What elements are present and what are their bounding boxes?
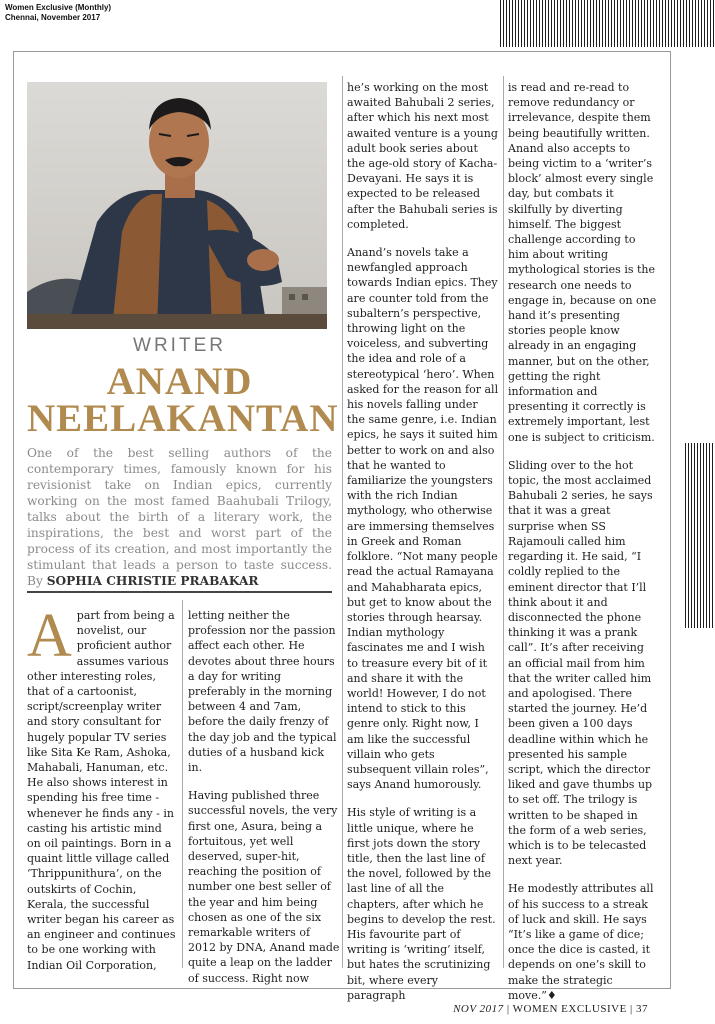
intro-divider [27, 591, 332, 593]
decorative-stripes-side [685, 443, 715, 628]
body-paragraph: letting neither the profession nor the passion affect each other. He devotes about three hours a day for writing preferably in the morning between 4 and 7am, before the daily frenzy of the day job and the typical duties of a husband kick in. [188, 609, 337, 775]
publication-name: Women Exclusive (Monthly) [5, 3, 112, 12]
article-intro [27, 445, 332, 589]
byline: SOPHIA CHRISTIE PRABAKAR [46, 574, 259, 588]
body-paragraph [27, 602, 177, 973]
author-photo [27, 82, 327, 329]
body-column-2 [188, 608, 340, 999]
footer-separator: | [630, 1003, 633, 1015]
column-divider [182, 600, 183, 968]
footer-section: WOMEN EXCLUSIVE [512, 1003, 627, 1015]
body-paragraph: Anand’s novels take a newfangled approach towards Indian epics. They are counter told from the subaltern’s perspective, throwing light on the voiceless, and subverting the idea and role of a stereotypical ‘hero’. When asked for the reason for all his novels falling under the same genre, i.e. Indian epics, he says it suited him better to work on and also that he wanted to familiarize the youngsters with the rich Indian mythology, who otherwise are immersing themselves in Greek and Roman folklore. “Not many people read the actual Ramayana and Mahabharata epics, but get to know about the stories through hearsay. Indian mythology fascinates me and I wish to treasure every bit of it and share it with the world! However, I do not intend to stick to this genre only. Right now, I am like the successful villain who gets subsequent villain roles”, says Anand humorously. [347, 246, 499, 792]
body-column-3 [347, 80, 499, 1016]
title-first-name: ANAND [106, 360, 253, 403]
decorative-stripes-top [500, 0, 715, 47]
body-paragraph: He modestly attributes all of his success to a streak of luck and skill. He says “It’s like a game of dice; once the dice is casted, it depends on one’s skill to make the strategic move.”♦ [508, 882, 654, 1002]
footer-separator: | [506, 1003, 510, 1015]
body-paragraph: is read and re-read to remove redundancy or irrelevance, despite them being beautifully written. Anand also accepts to being victim to a ‘writer’s block’ almost every single day, but combats it skilfully by diverting himself. The biggest challenge according to him about writing mythological stories is the research one needs to engage in, because on one hand it’s presenting stories people know already in an engaging manner, but on the other, getting the right information and presenting it correctly is extremely important, lest one is subject to criticism. [508, 81, 657, 444]
body-paragraph: His style of writing is a little unique, where he first jots down the story title, then the last line of the novel, followed by the last line of all the chapters, after which he begins to develop the rest. His favourite part of writing is ‘writing’ itself, but hates the scrutinizing bit, where every paragraph [347, 806, 496, 1002]
publication-dateline: Chennai, November 2017 [5, 13, 101, 22]
drop-cap: A [27, 602, 72, 670]
intro-text: One of the best selling authors of the contemporary times, famously known for his revisionist take on Indian epics, currently working on the most famed Baahubali Trilogy, talks about the birth of a literary work, the inspirations, the best and worst part of the process of its creation, and most importantly the stimulant that leads a person to taste success. By [27, 446, 332, 588]
body-column-1 [27, 602, 177, 986]
body-paragraph: Sliding over to the hot topic, the most acclaimed Bahubali 2 series, he says that it was a great surprise when SS Rajamouli called him regarding it. He said, “I coldly replied to the eminent director that I’ll think about it and disconnected the phone thinking it was a prank call”. It’s after receiving an official mail from him that the writer called him and apologised. There started the journey. He’d been given a 100 days deadline within which he presented his sample script, which the director liked and gave thumbs up to set off. The trilogy is written to be shaped in the form of a web series, which is to be telecasted next year. [508, 458, 653, 868]
column-divider [503, 76, 504, 968]
column-divider [342, 76, 343, 968]
paragraph-text: part from being a novelist, our proficient author assumes various other interesting roles, that of a cartoonist, script/screenplay writer and story consultant for hugely popular TV series like Sita Ke Ram, Ashoka, Mahabali, Hanuman, etc. He also shows interest in spending his free time - whenever he finds any - in casting his artistic mind on oil paintings. Born in a quaint little village called ‘Thrippunithura’, on the outskirts of Cochin, Kerala, the successful writer began his career as an engineer and continues to be one working with Indian Oil Corporation, [27, 609, 176, 972]
article-title [27, 360, 339, 440]
article-kicker: WRITER [133, 335, 226, 356]
footer-issue: NOV 2017 [453, 1003, 504, 1015]
page-number: 37 [636, 1003, 648, 1015]
body-column-4 [508, 80, 658, 1016]
masthead [5, 3, 111, 23]
title-last-name: NEELAKANTAN [27, 397, 339, 440]
body-paragraph: Having published three successful novels, the very first one, Asura, being a fortuitous, yet well deserved, super-hit, reaching the position of number one best seller of the year and him being chosen as one of the six remarkable writers of 2012 by DNA, Anand made quite a leap on the ladder of success. Right now [188, 789, 340, 985]
body-paragraph: he’s working on the most awaited Bahubali 2 series, after which his next most awaited venture is a young adult book series about the age-old story of Kacha-Devayani. He says it is expected to be released after the Bahubali series is completed. [347, 81, 498, 231]
page-footer [453, 1003, 648, 1015]
